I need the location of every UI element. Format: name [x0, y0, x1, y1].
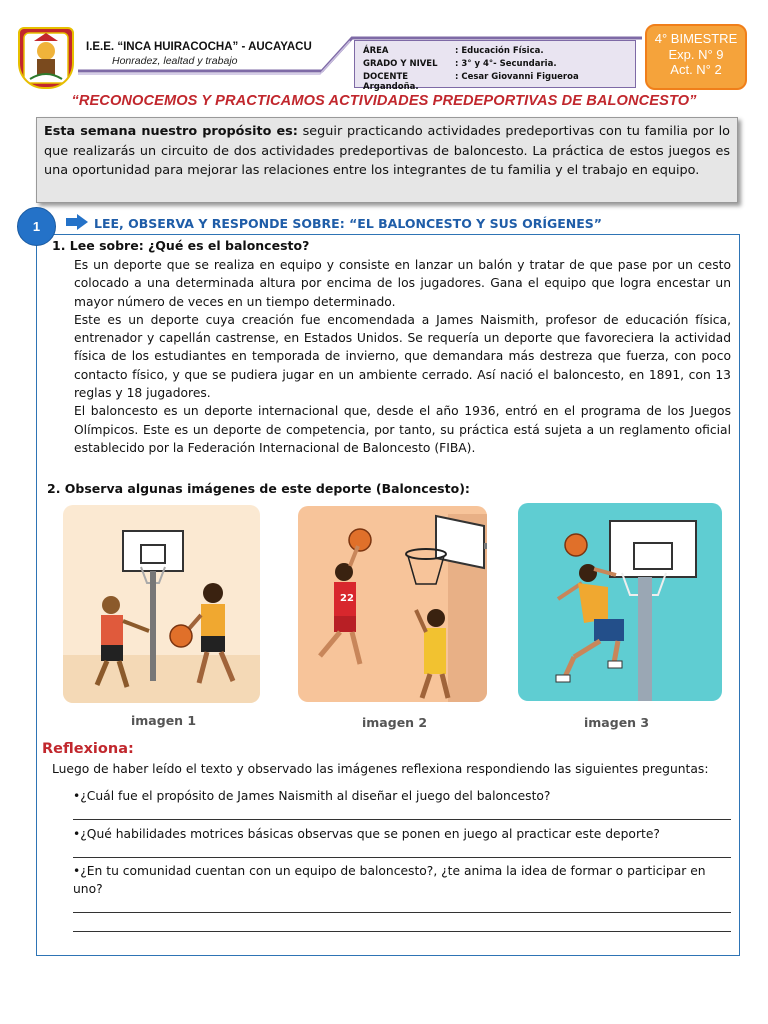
reading-text [74, 256, 731, 457]
answer-line[interactable] [73, 857, 731, 858]
paragraph: Este es un deporte cuya creación fue encomendada a James Naismith, profesor de educación física, entrenador y capellán castrense, en Estados Unidos. Se requería un deporte que favoreciera la actividad física de los estudiantes en temporada de invierno, que demandara más destreza que fuerza, con poco contacto físico, y que se pudiera jugar en un ambiente cerrado. Así nació el baloncesto, en 1891, con 13 reglas y 18 jugadores. [74, 312, 731, 401]
badge-experience: Exp. N° 9 [668, 46, 724, 62]
reflection-question-1: •¿Cuál fue el propósito de James Naismith al diseñar el juego del baloncesto? [73, 789, 551, 803]
paragraph: Es un deporte que se realiza en equipo y consiste en lanzar un balón y tratar de que pase por un cesto colocado a una determinada altura por encima de los jugadores. Gana el equipo que logra encestar un mayor número de veces en un tiempo determinado. [74, 258, 731, 309]
answer-line[interactable] [73, 912, 731, 913]
info-value-teacher: : Cesar Giovanni Figueroa Argandoña. [363, 72, 579, 92]
info-value-area: : Educación Física. [455, 46, 544, 56]
school-motto: Honradez, lealtad y trabajo [112, 55, 238, 67]
purpose-box [36, 117, 738, 203]
badge-activity: Act. N° 2 [670, 62, 722, 77]
page-title: “RECONOCEMOS Y PRACTICAMOS ACTIVIDADES PREDEPORTIVAS DE BALONCESTO” [71, 93, 697, 109]
image-caption-2: imagen 2 [362, 715, 428, 730]
arrow-right-icon [66, 214, 90, 230]
badge-bimestre: 4° BIMESTRE [654, 31, 738, 46]
image-caption-1: imagen 1 [131, 713, 197, 728]
purpose-lead: Esta semana nuestro propósito es: [44, 124, 298, 139]
info-value-grade: : 3° y 4°- Secundaria. [455, 59, 557, 69]
image-caption-3: imagen 3 [584, 715, 650, 730]
answer-line[interactable] [73, 931, 731, 932]
info-key-grade: GRADO Y NIVEL [363, 59, 438, 69]
basketball-image-2 [298, 506, 487, 702]
paragraph: El baloncesto es un deporte internacional que, desde el año 1936, entró en el programa de los Juegos Olímpicos. Este es un deporte de competencia, por tanto, su práctica está sujeta a un reglamento oficial establecido por la Federación Internacional de Baloncesto (FIBA). [74, 404, 731, 455]
school-name: I.E.E. “INCA HUIRACOCHA” - AUCAYACU [86, 41, 312, 53]
section-number: 1 [17, 207, 56, 246]
reflection-question-2: •¿Qué habilidades motrices básicas observas que se ponen en juego al practicar este deporte? [73, 827, 660, 841]
jersey-number: 22 [340, 593, 354, 604]
answer-line[interactable] [73, 819, 731, 820]
info-key-teacher: DOCENTE [363, 72, 409, 82]
bimestre-badge [645, 24, 747, 90]
course-info-box [354, 40, 636, 92]
purpose-text: seguir practicando actividades predeportivas con tu familia por lo que realizarás un circuito de dos actividades predeportivas de baloncesto. La práctica de estos juegos es una oportunidad para mejorar las relaciones entre los integrantes de tu familia y el trabajo en equipo. [44, 124, 730, 178]
info-key-area: ÁREA [363, 46, 389, 56]
school-crest-logo [18, 27, 74, 89]
basketball-image-3 [518, 503, 722, 701]
section-heading: LEE, OBSERVA Y RESPONDE SOBRE: “EL BALONCESTO Y SUS ORÍGENES” [94, 216, 603, 231]
question-1-title: 1. Lee sobre: ¿Qué es el baloncesto? [52, 238, 310, 253]
reflexiona-title: Reflexiona: [42, 741, 134, 757]
question-2-title: 2. Observa algunas imágenes de este deporte (Baloncesto): [47, 481, 470, 496]
reflexiona-intro: Luego de haber leído el texto y observado las imágenes reflexiona respondiendo las siguientes preguntas: [52, 762, 709, 776]
basketball-image-1 [63, 505, 260, 703]
reflection-question-3: •¿En tu comunidad cuentan con un equipo de baloncesto?, ¿te anima la idea de formar o participar en uno? [73, 864, 706, 897]
